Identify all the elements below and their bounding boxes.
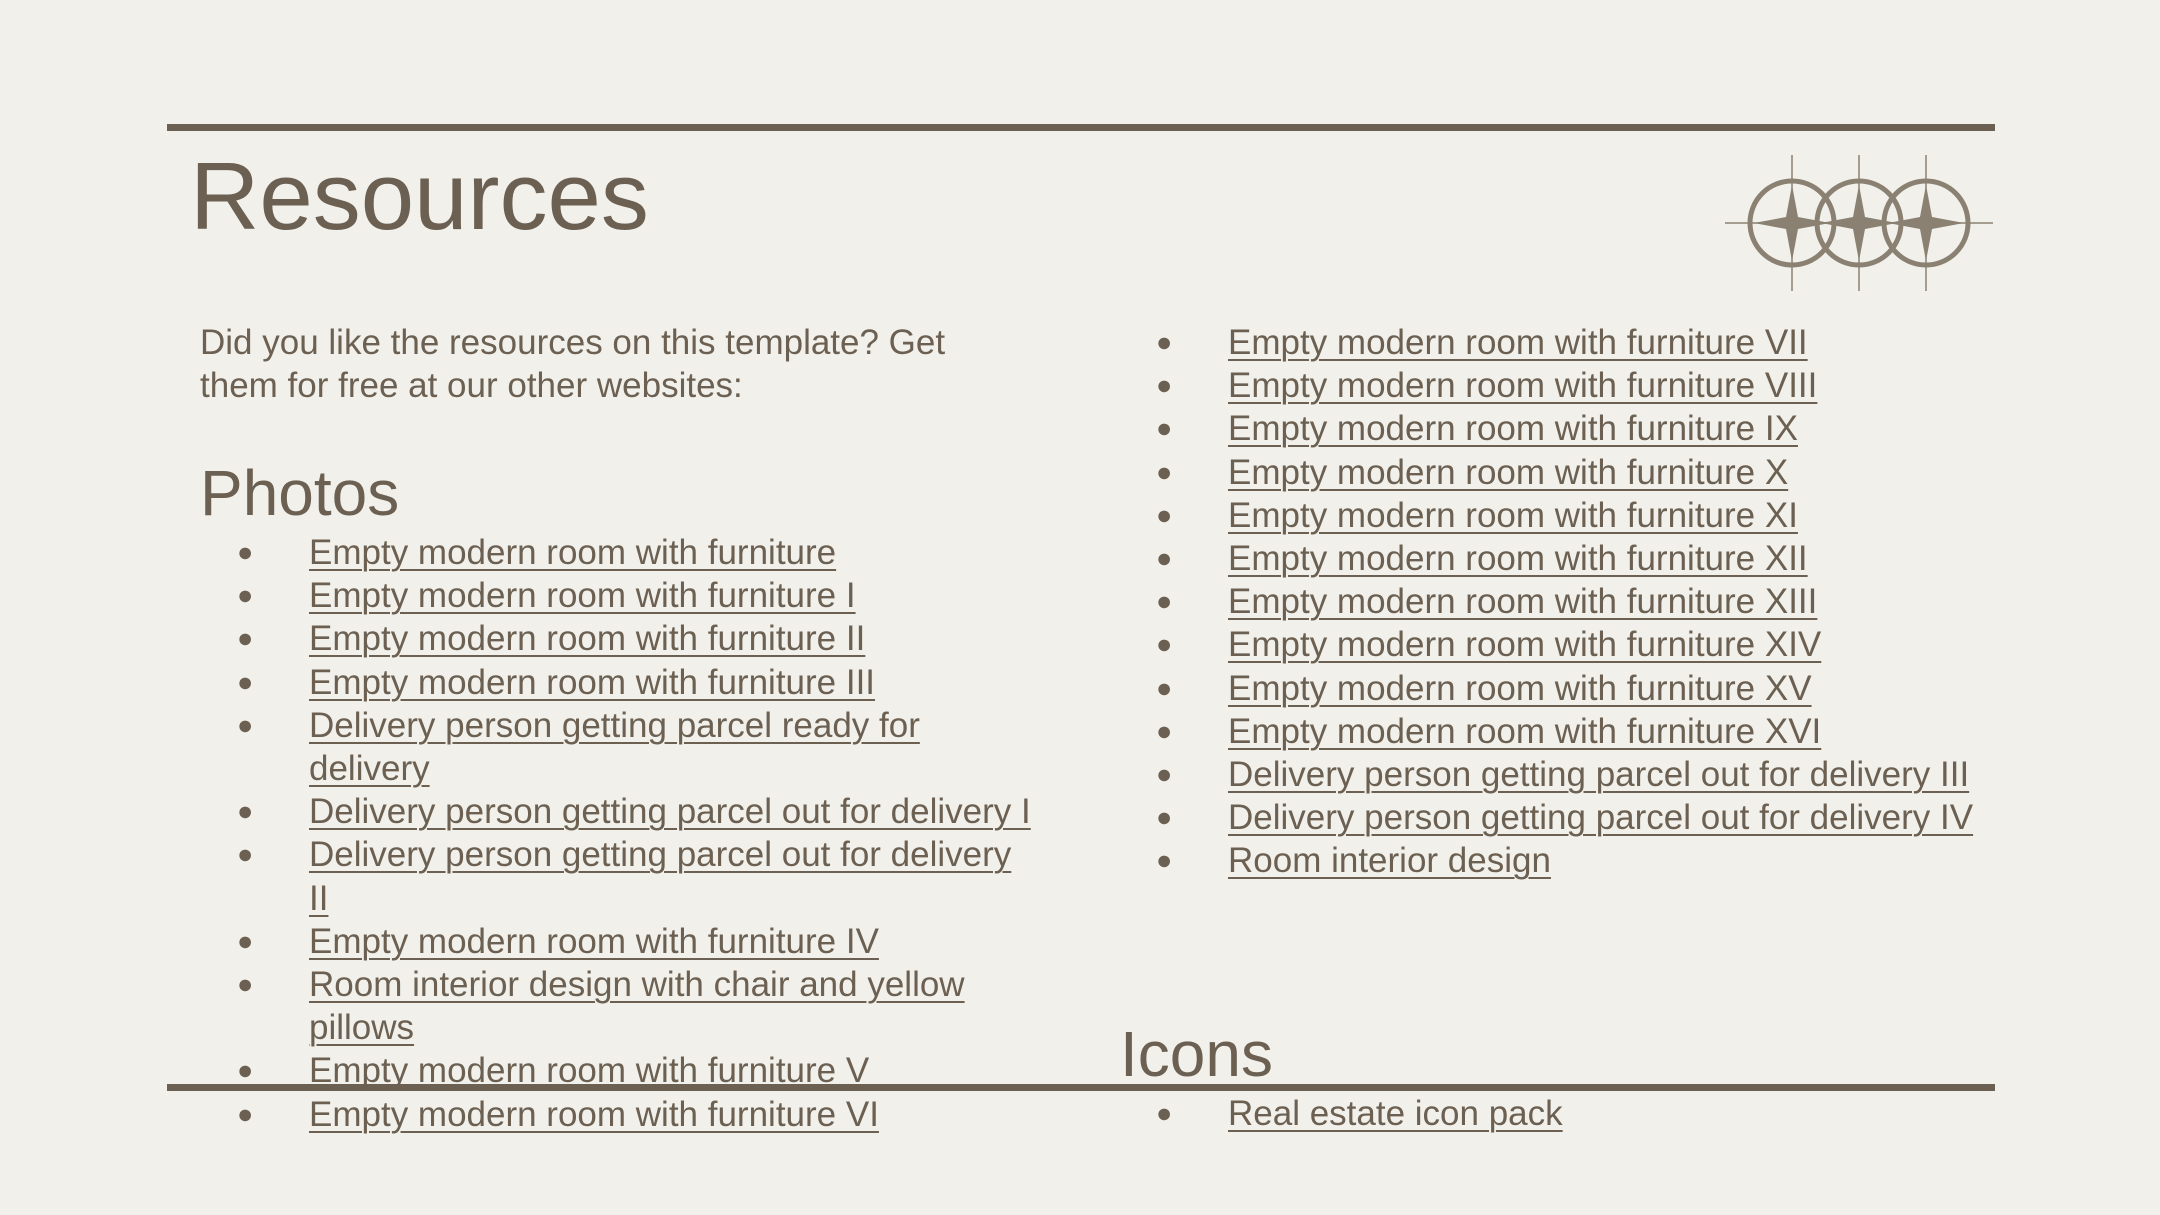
resource-link[interactable]: Delivery person getting parcel out for delivery III <box>1228 755 1970 795</box>
list-item <box>1119 580 1999 623</box>
page-title: Resources <box>190 143 649 250</box>
list-item <box>1119 710 1999 753</box>
photos-list-left <box>200 531 1040 1136</box>
list-item <box>200 1093 1040 1136</box>
resource-link[interactable]: Delivery person getting parcel out for delivery I <box>309 792 1031 832</box>
resource-link[interactable]: Delivery person getting parcel out for delivery II <box>309 835 1012 918</box>
resource-link[interactable]: Room interior design with chair and yellow pillows <box>309 965 965 1048</box>
list-item <box>1119 364 1999 407</box>
list-item <box>200 790 1040 833</box>
resource-link[interactable]: Delivery person getting parcel ready for delivery <box>309 705 920 789</box>
photos-list-right <box>1119 321 1999 883</box>
list-item <box>1119 537 1999 580</box>
photos-heading: Photos <box>200 457 400 529</box>
list-item <box>200 963 1040 1049</box>
icons-heading: Icons <box>1120 1018 1273 1090</box>
resource-link[interactable]: Empty modern room with furniture XII <box>1228 539 1808 579</box>
list-item <box>1119 839 1999 882</box>
triple-star-circles-icon <box>1725 155 1993 291</box>
list-item <box>200 531 1040 574</box>
list-item <box>200 661 1040 704</box>
resource-link[interactable]: Empty modern room with furniture VI <box>309 1094 879 1134</box>
resource-link[interactable]: Empty modern room with furniture VIII <box>1228 366 1818 406</box>
resource-link[interactable]: Empty modern room with furniture VII <box>1228 323 1808 362</box>
resource-link[interactable]: Empty modern room with furniture XI <box>1228 495 1798 535</box>
list-item <box>1119 407 1999 450</box>
resource-link[interactable]: Empty modern room with furniture XIII <box>1228 582 1818 622</box>
list-item <box>1119 321 1999 364</box>
resource-link[interactable]: Delivery person getting parcel out for delivery IV <box>1228 798 1974 838</box>
resource-link[interactable]: Room interior design <box>1228 841 1551 881</box>
resource-link[interactable]: Empty modern room with furniture IV <box>309 921 879 961</box>
resource-link[interactable]: Real estate icon pack <box>1228 1094 1563 1133</box>
resource-link[interactable]: Empty modern room with furniture I <box>309 576 856 616</box>
intro-text: Did you like the resources on this template? Get them for free at our other websites: <box>200 323 946 405</box>
list-item <box>200 574 1040 617</box>
list-item <box>1119 667 1999 710</box>
resource-link[interactable]: Empty modern room with furniture XV <box>1228 668 1812 708</box>
list-item <box>1119 753 1999 796</box>
list-item <box>1119 494 1999 537</box>
resource-link[interactable]: Empty modern room with furniture V <box>309 1051 870 1091</box>
list-item <box>200 704 1040 790</box>
resource-link[interactable]: Empty modern room with furniture IX <box>1228 409 1798 449</box>
resource-link[interactable]: Empty modern room with furniture <box>309 533 837 572</box>
resource-link[interactable]: Empty modern room with furniture XVI <box>1228 711 1822 751</box>
list-item <box>1119 1092 1999 1135</box>
resource-link[interactable]: Empty modern room with furniture XIV <box>1228 625 1822 665</box>
list-item <box>200 1049 1040 1092</box>
list-item <box>1119 623 1999 666</box>
list-item <box>200 920 1040 963</box>
resource-link[interactable]: Empty modern room with furniture X <box>1228 452 1789 492</box>
resource-link[interactable]: Empty modern room with furniture III <box>309 662 876 702</box>
resource-link[interactable]: Empty modern room with furniture II <box>309 619 866 659</box>
icons-list <box>1119 1092 1999 1135</box>
list-item <box>1119 796 1999 839</box>
list-item <box>200 833 1040 919</box>
list-item <box>1119 451 1999 494</box>
top-rule <box>167 124 1995 131</box>
list-item <box>200 617 1040 660</box>
